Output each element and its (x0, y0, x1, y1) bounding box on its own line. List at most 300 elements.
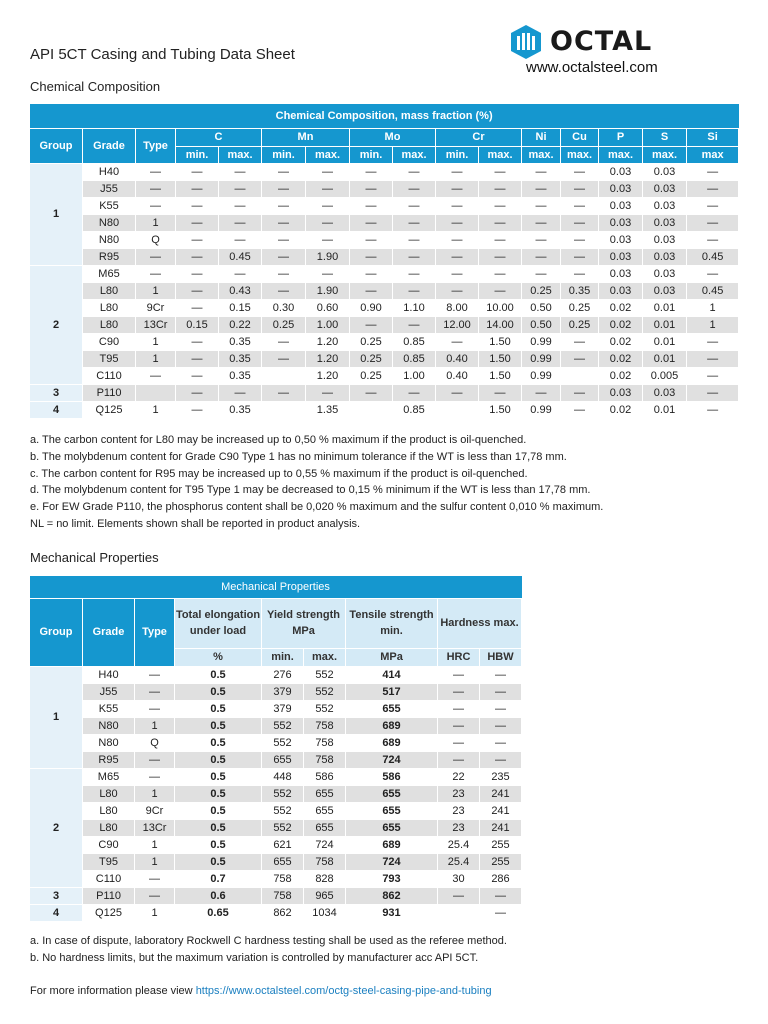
table-row (30, 248, 739, 265)
table-cell: — (393, 214, 436, 231)
table-cell: 1 (687, 316, 739, 333)
table-cell: Q125 (83, 904, 135, 921)
table-cell: 379 (262, 700, 304, 717)
table-cell: — (176, 163, 219, 180)
table-cell: 0.03 (643, 197, 687, 214)
table-cell: 0.50 (522, 316, 561, 333)
table-cell: 1.10 (393, 299, 436, 316)
table-cell: 655 (346, 802, 438, 819)
table-cell: — (480, 717, 522, 734)
table-cell: — (522, 384, 561, 401)
table-cell: 0.22 (219, 316, 262, 333)
table-cell: — (350, 282, 393, 299)
sub-header: min. (176, 146, 219, 163)
table-cell: 0.03 (599, 163, 643, 180)
table-cell: 828 (304, 870, 346, 887)
table-cell: 25.4 (438, 836, 480, 853)
note-line: d. The molybdenum content for T95 Type 1 may be decreased to 0,15 % minimum if the WT is less than 17,78 mm. (30, 484, 591, 497)
logo-wordmark: OCTAL (550, 26, 653, 57)
col-header-s: S (643, 128, 687, 146)
chem-caption: Chemical Composition, mass fraction (%) (30, 104, 739, 128)
table-cell: — (687, 367, 739, 384)
table-cell: — (136, 163, 176, 180)
table-cell: 552 (304, 700, 346, 717)
table-cell: — (480, 887, 522, 904)
table-cell: — (176, 197, 219, 214)
table-cell: — (262, 231, 306, 248)
sub-header: HRC (438, 648, 480, 666)
table-cell (436, 401, 479, 418)
group-cell: 1 (30, 163, 83, 265)
table-cell: 286 (480, 870, 522, 887)
table-cell: — (438, 887, 480, 904)
table-cell: 0.35 (219, 350, 262, 367)
table-cell: 655 (346, 785, 438, 802)
table-cell: J55 (83, 180, 136, 197)
table-cell: 862 (346, 887, 438, 904)
table-cell: 931 (346, 904, 438, 921)
group-cell: 4 (30, 401, 83, 418)
note-line: a. The carbon content for L80 may be increased up to 0,50 % maximum if the product is oil-quenched. (30, 434, 527, 446)
table-cell: C90 (83, 836, 135, 853)
table-cell: — (350, 316, 393, 333)
table-cell: 0.03 (643, 265, 687, 282)
table-cell: 1.90 (306, 248, 350, 265)
table-cell: 0.03 (643, 231, 687, 248)
table-cell: 1.20 (306, 367, 350, 384)
col-header-cu: Cu (561, 128, 599, 146)
table-cell: 0.03 (643, 163, 687, 180)
table-cell: — (393, 180, 436, 197)
table-cell: — (350, 214, 393, 231)
doc-title: API 5CT Casing and Tubing Data Sheet (30, 46, 295, 63)
table-cell: — (219, 163, 262, 180)
sub-header: max. (304, 648, 346, 666)
table-cell: 0.43 (219, 282, 262, 299)
table-cell: — (136, 180, 176, 197)
table-cell: 1.00 (306, 316, 350, 333)
table-cell: — (176, 350, 219, 367)
table-cell: 0.02 (599, 367, 643, 384)
table-cell: 1.20 (306, 333, 350, 350)
table-cell: 0.5 (175, 683, 262, 700)
table-row (30, 683, 522, 700)
table-cell (438, 904, 480, 921)
table-cell: 793 (346, 870, 438, 887)
table-cell: M65 (83, 768, 135, 785)
table-cell: — (176, 214, 219, 231)
table-cell: — (393, 163, 436, 180)
octal-logo-icon (508, 24, 544, 60)
table-cell: — (176, 248, 219, 265)
table-cell: 0.03 (599, 197, 643, 214)
table-cell: 758 (262, 870, 304, 887)
table-row (30, 836, 522, 853)
table-cell: 0.03 (643, 282, 687, 299)
table-cell: 758 (304, 751, 346, 768)
table-cell: 1.90 (306, 282, 350, 299)
table-cell: 13Cr (136, 316, 176, 333)
table-cell: — (306, 214, 350, 231)
table-cell: — (136, 248, 176, 265)
sub-header: max. (522, 146, 561, 163)
table-cell: 0.02 (599, 350, 643, 367)
table-cell: 1.50 (479, 350, 522, 367)
table-cell: — (135, 768, 175, 785)
mech-caption: Mechanical Properties (30, 576, 522, 598)
table-cell: 9Cr (136, 299, 176, 316)
table-row (30, 887, 522, 904)
table-cell: 23 (438, 819, 480, 836)
table-cell: 12.00 (436, 316, 479, 333)
table-row (30, 350, 739, 367)
table-cell: — (135, 700, 175, 717)
table-cell: 0.25 (350, 367, 393, 384)
chem-notes (30, 432, 603, 533)
table-row (30, 214, 739, 231)
table-cell: 0.01 (643, 350, 687, 367)
table-cell: 0.40 (436, 367, 479, 384)
table-cell: 0.25 (561, 299, 599, 316)
table-cell: — (393, 197, 436, 214)
table-cell: — (522, 197, 561, 214)
table-cell: L80 (83, 802, 135, 819)
table-cell: 552 (262, 734, 304, 751)
table-cell: — (438, 683, 480, 700)
table-cell: 0.5 (175, 853, 262, 870)
table-row (30, 401, 739, 418)
table-row (30, 163, 739, 180)
table-cell: P110 (83, 887, 135, 904)
table-cell: 0.60 (306, 299, 350, 316)
table-cell (262, 367, 306, 384)
col-header-group: Group (30, 598, 83, 666)
table-cell: — (306, 231, 350, 248)
table-cell: — (480, 666, 522, 683)
col-header-grade: Grade (83, 598, 135, 666)
table-row (30, 282, 739, 299)
table-cell: 8.00 (436, 299, 479, 316)
table-cell: — (262, 350, 306, 367)
table-cell: 1.00 (393, 367, 436, 384)
table-cell: H40 (83, 163, 136, 180)
table-cell: C90 (83, 333, 136, 350)
table-cell: 0.5 (175, 802, 262, 819)
table-cell: — (393, 231, 436, 248)
table-cell: 0.45 (687, 282, 739, 299)
table-cell: — (219, 265, 262, 282)
table-cell: 552 (262, 802, 304, 819)
table-cell: 655 (262, 853, 304, 870)
sub-header: max. (393, 146, 436, 163)
table-cell: 689 (346, 717, 438, 734)
table-row (30, 768, 522, 785)
table-cell: 448 (262, 768, 304, 785)
table-row (30, 316, 739, 333)
sub-header: max. (219, 146, 262, 163)
table-cell: — (262, 265, 306, 282)
table-cell: — (176, 180, 219, 197)
table-cell: 655 (304, 819, 346, 836)
note-line: b. No hardness limits, but the maximum variation is controlled by manufacturer acc API 5CT. (30, 951, 479, 964)
table-cell: 655 (304, 802, 346, 819)
table-cell: 724 (304, 836, 346, 853)
table-cell: 0.02 (599, 299, 643, 316)
table-cell: — (522, 265, 561, 282)
table-cell: 0.5 (175, 768, 262, 785)
table-cell: 0.85 (393, 350, 436, 367)
table-cell: N80 (83, 214, 136, 231)
table-cell: — (393, 316, 436, 333)
mech-notes (30, 933, 507, 967)
sub-header: min. (350, 146, 393, 163)
table-cell: 0.25 (262, 316, 306, 333)
group-cell: 2 (30, 768, 83, 887)
group-cell: 3 (30, 384, 83, 401)
table-cell: — (522, 248, 561, 265)
table-cell: M65 (83, 265, 136, 282)
table-cell: 517 (346, 683, 438, 700)
table-cell: P110 (83, 384, 136, 401)
table-row (30, 785, 522, 802)
table-cell: — (306, 180, 350, 197)
table-cell (136, 384, 176, 401)
table-cell: C110 (83, 870, 135, 887)
table-cell: L80 (83, 785, 135, 802)
col-header-yield: Yield strength MPa (262, 598, 346, 648)
chemical-composition-table (29, 104, 739, 419)
table-cell: 655 (346, 819, 438, 836)
table-cell: 14.00 (479, 316, 522, 333)
table-cell: 25.4 (438, 853, 480, 870)
table-cell: — (393, 282, 436, 299)
table-cell: — (262, 197, 306, 214)
table-cell: 862 (262, 904, 304, 921)
table-cell: — (219, 197, 262, 214)
table-cell: — (136, 197, 176, 214)
table-cell: — (561, 231, 599, 248)
sub-header: max (687, 146, 739, 163)
table-cell: — (135, 683, 175, 700)
note-line: a. In case of dispute, laboratory Rockwell C hardness testing shall be used as the referee method. (30, 935, 507, 947)
table-cell: — (436, 282, 479, 299)
table-cell: 0.35 (219, 367, 262, 384)
table-cell: — (436, 197, 479, 214)
table-cell: — (561, 401, 599, 418)
footer-text: For more information please view (30, 985, 196, 997)
table-cell: 0.5 (175, 785, 262, 802)
table-cell (561, 367, 599, 384)
table-cell: — (687, 350, 739, 367)
table-cell: K55 (83, 197, 136, 214)
sub-header: max. (479, 146, 522, 163)
table-cell: — (262, 214, 306, 231)
table-cell: 655 (346, 700, 438, 717)
table-cell: — (436, 333, 479, 350)
table-cell: — (687, 163, 739, 180)
table-cell: — (306, 384, 350, 401)
table-cell: — (479, 180, 522, 197)
table-cell: 0.15 (219, 299, 262, 316)
table-cell: 1 (136, 333, 176, 350)
note-line: c. The carbon content for R95 may be increased up to 0,55 % maximum if the product is oil-quenched. (30, 467, 528, 480)
col-header-type: Type (135, 598, 175, 666)
table-cell: — (176, 367, 219, 384)
table-cell: 0.005 (643, 367, 687, 384)
table-cell: 552 (262, 819, 304, 836)
col-header-c: C (176, 128, 262, 146)
table-cell: 0.99 (522, 401, 561, 418)
note-line: e. For EW Grade P110, the phosphorus content shall be 0,020 % maximum and the sulfur content 0,010 % maximum. (30, 501, 604, 514)
table-row (30, 870, 522, 887)
table-cell: 0.99 (522, 367, 561, 384)
table-cell: 0.50 (522, 299, 561, 316)
col-header-hardness: Hardness max. (438, 598, 522, 648)
table-cell: — (350, 265, 393, 282)
table-cell: — (479, 214, 522, 231)
table-cell: — (176, 384, 219, 401)
table-cell: — (262, 333, 306, 350)
table-cell: — (306, 265, 350, 282)
table-cell: R95 (83, 751, 135, 768)
table-cell: — (262, 180, 306, 197)
table-cell: 0.02 (599, 401, 643, 418)
table-cell: — (306, 197, 350, 214)
table-cell: 0.01 (643, 401, 687, 418)
table-cell: — (479, 248, 522, 265)
table-cell: 241 (480, 785, 522, 802)
table-cell: — (262, 163, 306, 180)
table-cell: 0.5 (175, 836, 262, 853)
table-cell: — (561, 333, 599, 350)
table-cell: 0.03 (599, 384, 643, 401)
sub-header: max. (306, 146, 350, 163)
table-cell: 0.03 (643, 248, 687, 265)
table-cell: — (438, 717, 480, 734)
table-cell: 552 (304, 683, 346, 700)
table-cell: — (219, 384, 262, 401)
table-cell: Q (136, 231, 176, 248)
table-cell: — (561, 214, 599, 231)
col-header-elongation: Total elongation under load (175, 598, 262, 648)
table-cell: — (262, 248, 306, 265)
table-cell: N80 (83, 231, 136, 248)
sub-header: min. (262, 648, 304, 666)
table-cell: 30 (438, 870, 480, 887)
table-cell: 758 (304, 717, 346, 734)
table-cell: 0.85 (393, 333, 436, 350)
table-cell: — (219, 214, 262, 231)
table-cell: 255 (480, 836, 522, 853)
table-cell: — (436, 384, 479, 401)
table-cell: 0.03 (599, 231, 643, 248)
col-header-p: P (599, 128, 643, 146)
table-cell: — (480, 904, 522, 921)
table-cell: — (438, 666, 480, 683)
table-cell: 0.03 (643, 180, 687, 197)
footer (30, 985, 492, 997)
table-cell: 655 (262, 751, 304, 768)
table-cell: — (350, 384, 393, 401)
table-row (30, 197, 739, 214)
table-cell (262, 401, 306, 418)
col-header-si: Si (687, 128, 739, 146)
table-cell: — (687, 180, 739, 197)
octal-logo[interactable] (508, 24, 698, 80)
table-cell: 0.02 (599, 316, 643, 333)
table-cell: 552 (304, 666, 346, 683)
table-cell: — (135, 666, 175, 683)
table-cell: — (561, 350, 599, 367)
table-cell: 0.5 (175, 819, 262, 836)
table-cell: 0.25 (350, 333, 393, 350)
col-header-cr: Cr (436, 128, 522, 146)
table-cell: — (522, 231, 561, 248)
table-cell: 1.50 (479, 401, 522, 418)
table-cell: 724 (346, 853, 438, 870)
table-cell: 23 (438, 785, 480, 802)
table-cell: — (561, 248, 599, 265)
table-cell: — (438, 734, 480, 751)
logo-url[interactable]: www.octalsteel.com (526, 59, 658, 76)
sub-header: max. (643, 146, 687, 163)
table-cell: 586 (304, 768, 346, 785)
table-row (30, 700, 522, 717)
table-cell: — (436, 163, 479, 180)
group-cell: 2 (30, 265, 83, 384)
table-cell: — (136, 265, 176, 282)
table-cell: 13Cr (135, 819, 175, 836)
table-cell: 0.01 (643, 333, 687, 350)
table-cell: 241 (480, 819, 522, 836)
table-cell: — (687, 231, 739, 248)
table-cell: — (687, 384, 739, 401)
table-cell: 1 (136, 282, 176, 299)
table-row (30, 904, 522, 921)
table-cell: 758 (304, 734, 346, 751)
table-cell: 0.35 (219, 333, 262, 350)
table-cell: — (522, 180, 561, 197)
table-cell: 758 (262, 887, 304, 904)
table-cell: 689 (346, 836, 438, 853)
table-cell: — (135, 887, 175, 904)
table-cell: 655 (304, 785, 346, 802)
table-cell: 379 (262, 683, 304, 700)
table-cell: 0.7 (175, 870, 262, 887)
table-cell: 0.03 (643, 384, 687, 401)
table-cell: — (522, 163, 561, 180)
table-cell: 965 (304, 887, 346, 904)
group-cell: 1 (30, 666, 83, 768)
footer-link[interactable]: https://www.octalsteel.com/octg-steel-casing-pipe-and-tubing (195, 985, 492, 997)
table-cell: 1 (135, 836, 175, 853)
table-row (30, 666, 522, 683)
note-line: b. The molybdenum content for Grade C90 Type 1 has no minimum tolerance if the WT is less than 17,78 mm. (30, 450, 567, 463)
table-cell: 0.35 (561, 282, 599, 299)
table-cell: 255 (480, 853, 522, 870)
group-cell: 4 (30, 904, 83, 921)
table-cell: 0.45 (219, 248, 262, 265)
table-cell: — (176, 299, 219, 316)
table-cell: 0.02 (599, 333, 643, 350)
col-header-group: Group (30, 128, 83, 163)
chem-section-title: Chemical Composition (30, 79, 161, 94)
table-cell: 0.30 (262, 299, 306, 316)
table-cell: 0.99 (522, 333, 561, 350)
table-row (30, 384, 739, 401)
table-cell: 0.90 (350, 299, 393, 316)
table-cell: — (479, 384, 522, 401)
